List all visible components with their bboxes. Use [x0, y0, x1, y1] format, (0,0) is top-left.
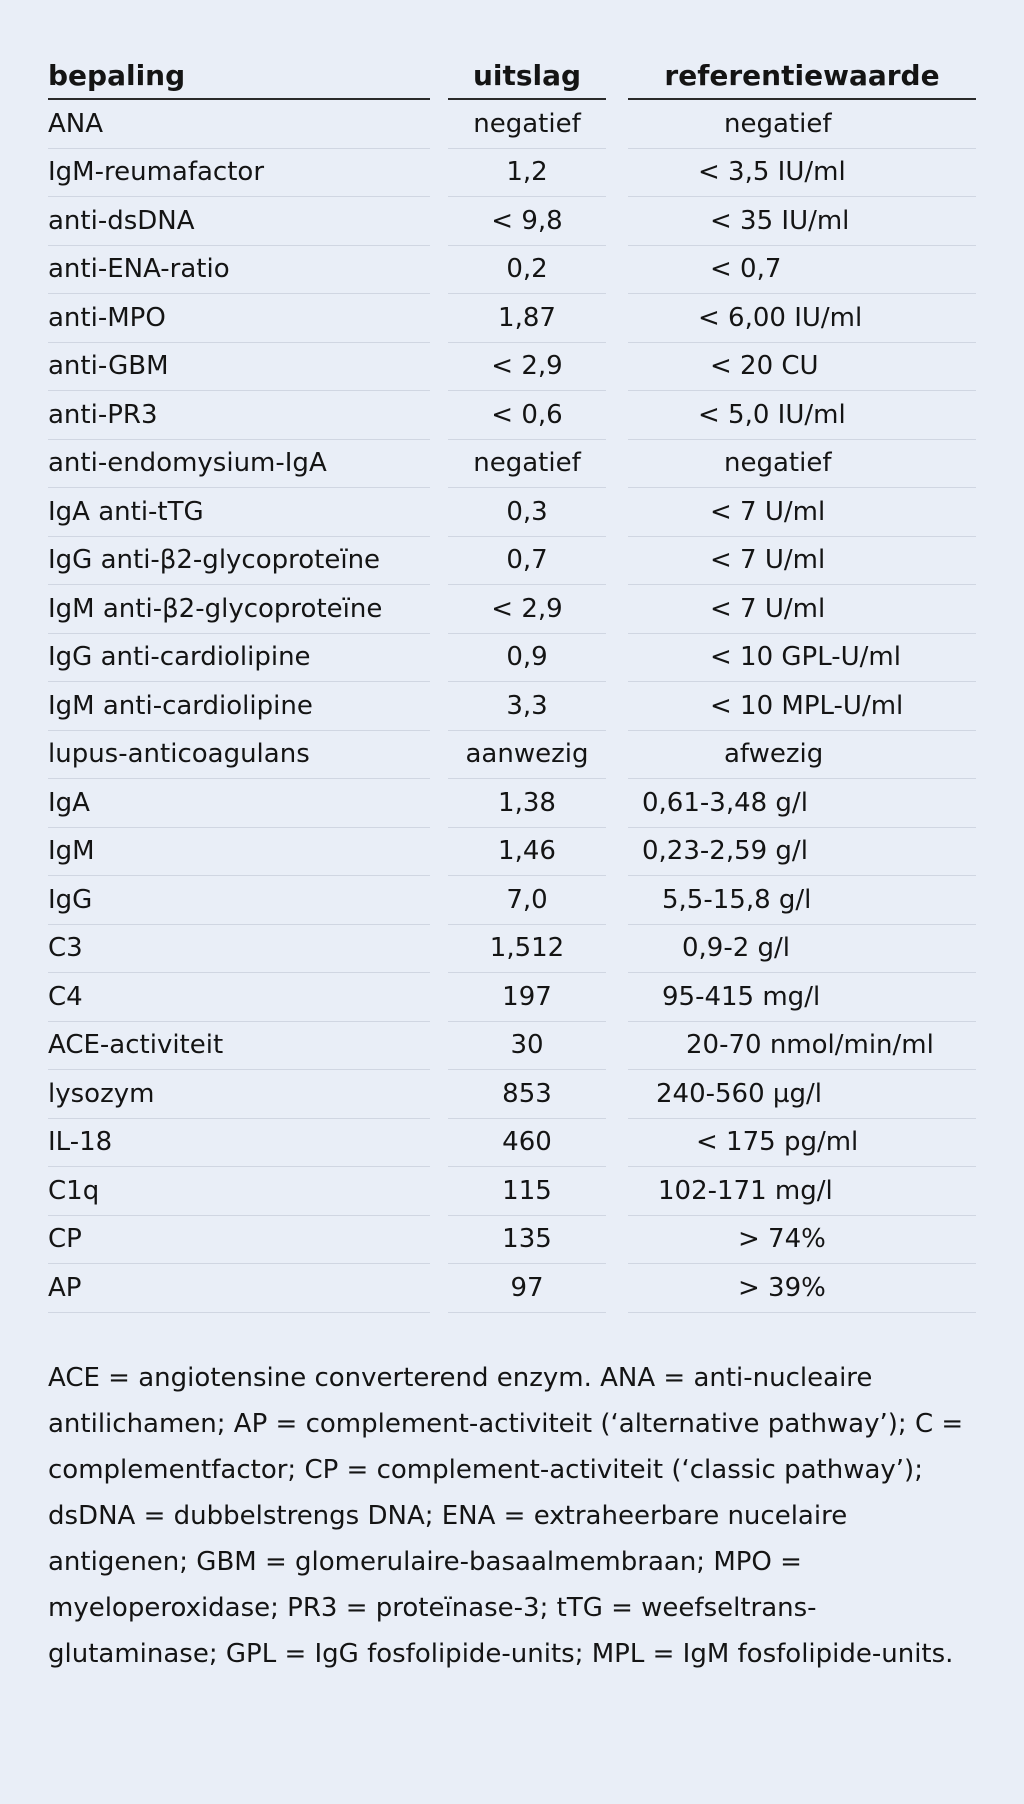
test-name: lupus-anticoagulans: [48, 731, 430, 780]
test-result: 197: [448, 973, 606, 1022]
table-row: [48, 488, 976, 537]
test-result: 30: [448, 1022, 606, 1071]
reference-value: < 7 U/ml: [628, 585, 976, 634]
header-bepaling: bepaling: [48, 52, 430, 100]
test-name: IgM anti-cardiolipine: [48, 682, 430, 731]
test-result: < 0,6: [448, 391, 606, 440]
test-result: 3,3: [448, 682, 606, 731]
table-row: [48, 634, 976, 683]
test-result: aanwezig: [448, 731, 606, 780]
reference-value: 20-70 nmol/min/ml: [628, 1022, 976, 1071]
table-row: [48, 294, 976, 343]
table-row: [48, 973, 976, 1022]
test-name: AP: [48, 1264, 430, 1313]
test-result: 1,46: [448, 828, 606, 877]
test-name: IgG: [48, 876, 430, 925]
reference-value: afwezig: [628, 731, 976, 780]
table-row: [48, 585, 976, 634]
test-result: 1,87: [448, 294, 606, 343]
test-result: 135: [448, 1216, 606, 1265]
test-name: IgA anti-tTG: [48, 488, 430, 537]
test-result: 0,9: [448, 634, 606, 683]
table-row: [48, 925, 976, 974]
reference-value: < 5,0 IU/ml: [628, 391, 976, 440]
table-row: [48, 246, 976, 295]
test-result: 0,7: [448, 537, 606, 586]
test-name: IgA: [48, 779, 430, 828]
reference-value: 0,61-3,48 g/l: [628, 779, 976, 828]
table-row: [48, 876, 976, 925]
header-uitslag: uitslag: [448, 52, 606, 100]
test-name: anti-endomysium-IgA: [48, 440, 430, 489]
reference-value: 102-171 mg/l: [628, 1167, 976, 1216]
table-row: [48, 1119, 976, 1168]
table-row: [48, 343, 976, 392]
reference-value: > 39%: [628, 1264, 976, 1313]
table-row: [48, 197, 976, 246]
reference-value: < 35 IU/ml: [628, 197, 976, 246]
test-name: IgM anti-β2-glycoproteïne: [48, 585, 430, 634]
reference-value: < 20 CU: [628, 343, 976, 392]
reference-value: 95-415 mg/l: [628, 973, 976, 1022]
test-name: ACE-activiteit: [48, 1022, 430, 1071]
lab-results-table: [48, 52, 976, 1313]
reference-value: > 74%: [628, 1216, 976, 1265]
footnote: ACE = angiotensine converterend enzym. ANA = anti-nucleaire antilichamen; AP = complement-activiteit (‘alternative pathway’); C = complementfactor; CP = complement-activiteit (‘classic pathway’); dsDNA = dubbelstrengs DNA; ENA = extraheerbare nucelaire antigenen; GBM = glomerulaire-basaalmembraan; MPO = myeloperoxidase; PR3 = proteïnase-3; tTG = weefseltrans-glutaminase; GPL = IgG fosfolipide-units; MPL = IgM fosfolipide-units.: [48, 1362, 964, 1669]
lab-results-panel: [48, 52, 976, 1703]
test-result: 1,38: [448, 779, 606, 828]
table-row: [48, 149, 976, 198]
test-name: anti-MPO: [48, 294, 430, 343]
table-row: [48, 100, 976, 149]
table-row: [48, 1216, 976, 1265]
test-result: < 2,9: [448, 343, 606, 392]
test-result: negatief: [448, 100, 606, 149]
table-row: [48, 440, 976, 489]
reference-value: 0,23-2,59 g/l: [628, 828, 976, 877]
test-result: 1,2: [448, 149, 606, 198]
test-name: anti-dsDNA: [48, 197, 430, 246]
table-row: [48, 682, 976, 731]
test-result: 115: [448, 1167, 606, 1216]
table-row: [48, 1264, 976, 1313]
table-header-row: [48, 52, 976, 100]
test-name: C3: [48, 925, 430, 974]
table-row: [48, 828, 976, 877]
table-row: [48, 1022, 976, 1071]
test-name: CP: [48, 1216, 430, 1265]
test-name: IgM: [48, 828, 430, 877]
test-name: C1q: [48, 1167, 430, 1216]
reference-value: < 7 U/ml: [628, 537, 976, 586]
table-row: [48, 537, 976, 586]
reference-value: < 10 GPL-U/ml: [628, 634, 976, 683]
test-result: 0,2: [448, 246, 606, 295]
test-name: IgG anti-cardiolipine: [48, 634, 430, 683]
table-body: [48, 100, 976, 1313]
test-result: < 9,8: [448, 197, 606, 246]
test-result: 0,3: [448, 488, 606, 537]
reference-value: 5,5-15,8 g/l: [628, 876, 976, 925]
reference-value: < 175 pg/ml: [628, 1119, 976, 1168]
test-result: 1,512: [448, 925, 606, 974]
test-name: anti-GBM: [48, 343, 430, 392]
test-name: lysozym: [48, 1070, 430, 1119]
test-result: < 2,9: [448, 585, 606, 634]
reference-value: negatief: [628, 100, 976, 149]
test-name: C4: [48, 973, 430, 1022]
test-name: IgM-reumafactor: [48, 149, 430, 198]
reference-value: < 0,7: [628, 246, 976, 295]
table-row: [48, 731, 976, 780]
reference-value: < 3,5 IU/ml: [628, 149, 976, 198]
table-row: [48, 1070, 976, 1119]
test-result: 97: [448, 1264, 606, 1313]
test-name: ANA: [48, 100, 430, 149]
reference-value: < 6,00 IU/ml: [628, 294, 976, 343]
test-name: anti-PR3: [48, 391, 430, 440]
test-name: IgG anti-β2-glycoproteïne: [48, 537, 430, 586]
test-result: negatief: [448, 440, 606, 489]
reference-value: 0,9-2 g/l: [628, 925, 976, 974]
test-result: 853: [448, 1070, 606, 1119]
table-row: [48, 391, 976, 440]
test-name: IL-18: [48, 1119, 430, 1168]
table-row: [48, 1167, 976, 1216]
test-result: 460: [448, 1119, 606, 1168]
header-referentiewaarde: referentiewaarde: [628, 52, 976, 100]
test-result: 7,0: [448, 876, 606, 925]
table-row: [48, 779, 976, 828]
reference-value: negatief: [628, 440, 976, 489]
reference-value: < 10 MPL-U/ml: [628, 682, 976, 731]
reference-value: 240-560 µg/l: [628, 1070, 976, 1119]
reference-value: < 7 U/ml: [628, 488, 976, 537]
test-name: anti-ENA-ratio: [48, 246, 430, 295]
